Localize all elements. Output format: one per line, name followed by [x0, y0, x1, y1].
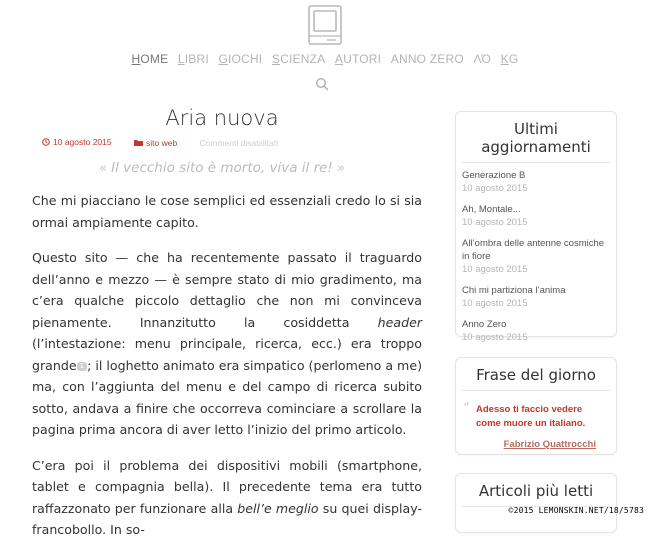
site-logo-computer-icon[interactable] — [307, 5, 343, 47]
nav-item-kg[interactable]: KG — [500, 52, 519, 66]
article-meta — [42, 137, 422, 148]
list-item[interactable]: Ah, Montale... 10 agosto 2015 — [462, 204, 528, 228]
nav-item-home[interactable]: HOME — [131, 52, 169, 66]
comments-status: Commenti disabilitati — [199, 138, 278, 148]
quote-author-link[interactable]: Fabrizio Quattrocchi — [503, 439, 596, 450]
quote-mark-icon: “ — [463, 401, 470, 416]
watermark: ©2015 LEMONSKIN.NET/18/5783 — [508, 506, 644, 515]
article-title[interactable]: Aria nuova — [165, 106, 279, 130]
list-item[interactable]: Chi mi partiziona l’anima 10 agosto 2015 — [462, 285, 566, 309]
article-lead: « Il vecchio sito è morto, viva il re! » — [98, 160, 346, 176]
quote-text: Adesso ti faccio vedere come muore un italiano. — [476, 404, 586, 429]
search-icon[interactable] — [315, 77, 329, 91]
paragraph-3: C’era poi il problema dei dispositivi mobili (smartphone, tablet e compagnia bella). Il precedente tema era tutto raffazzonato per funzionare alla bell’e meglio su quei display-francobollo. In so- — [32, 457, 422, 537]
article — [32, 100, 422, 541]
widget-title: Articoli più letti — [462, 474, 610, 507]
article-category[interactable]: sito web — [134, 138, 187, 148]
widget-title: Ultimi aggiornamenti — [462, 112, 610, 163]
nav-item-libri[interactable]: LIBRI — [177, 52, 209, 66]
widget-title: Frase del giorno — [462, 358, 610, 391]
widget-quote-of-the-day — [455, 357, 617, 455]
list-item[interactable]: Generazione B 10 agosto 2015 — [462, 170, 528, 194]
nav-item-autori[interactable]: AUTORI — [334, 52, 382, 66]
list-item[interactable]: All’ombra delle antenne cosmiche in fiore 10 agosto 2015 — [462, 238, 605, 275]
list-item[interactable]: Anno Zero 10 agosto 2015 — [462, 319, 528, 343]
article-body — [32, 190, 422, 541]
nav-item-giochi[interactable]: GIOCHI — [218, 52, 263, 66]
article-date[interactable]: 10 agosto 2015 — [42, 137, 122, 147]
nav-item-greek[interactable]: ΛΌ — [473, 52, 492, 66]
widget-most-read — [455, 473, 617, 533]
clock-icon — [42, 138, 50, 146]
footnote-ref[interactable]: 1 — [77, 362, 87, 371]
nav-item-scienza[interactable]: SCIENZA — [271, 52, 326, 66]
main-nav — [0, 52, 650, 66]
paragraph-2: Questo sito — che ha recentemente passato il traguardo dell’anno e mezzo — è sempre stato di mio gradimento, ma c’era qualche piccolo dettaglio che non mi convinceva pienamente. Innanzitutto la cosiddetta header (l’intestazione: menu principale, ricerca, ecc.) era troppo grande 1 ; il loghetto animato era simpatico (perlomeno a me) ma, con l’aggiunta del menu e del campo di ricerca subito sotto, andava a finire che occorreva cominciare a scrollare la pagina prima ancora di aver letto l’inizio del primo articolo. — [32, 250, 422, 437]
widget-latest-updates — [455, 111, 617, 343]
paragraph-1: Che mi piacciano le cose semplici ed essenziali credo lo si sia ormai ampiamente capito. — [32, 193, 422, 230]
nav-item-anno-zero[interactable]: ANNO ZERO — [390, 52, 464, 66]
folder-icon — [134, 139, 143, 146]
